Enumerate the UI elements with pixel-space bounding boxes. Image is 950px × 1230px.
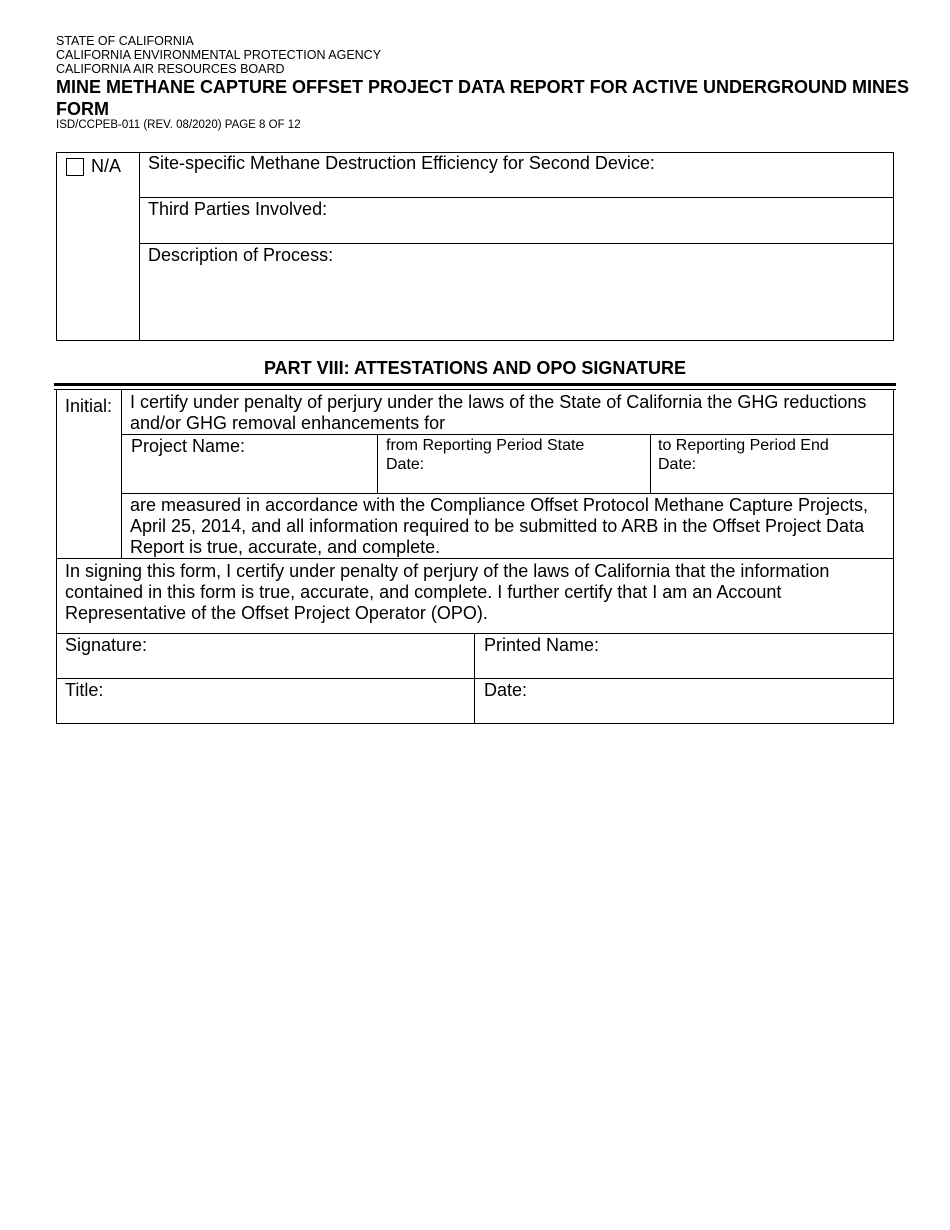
destruction-efficiency-label: Site-specific Methane Destruction Efficiency for Second Device: [148,153,655,173]
destruction-efficiency-field[interactable] [140,176,893,196]
row-divider [121,434,894,435]
form-title: MINE METHANE CAPTURE OFFSET PROJECT DATA REPORT FOR ACTIVE UNDERGROUND MINES FORM [56,77,910,119]
header-state: STATE OF CALIFORNIA [56,34,194,48]
title-rule-thick [54,383,896,386]
project-name-field[interactable] [122,459,376,492]
description-field[interactable] [140,268,893,340]
start-date-label: from Reporting Period State Date: [386,437,585,473]
form-number: ISD/CCPEB-011 (REV. 08/2020) PAGE 8 OF 12 [56,119,301,131]
title-rule-thin [54,389,896,390]
na-label: N/A [91,156,122,176]
date-field[interactable] [475,702,892,722]
row-divider [121,493,894,494]
printed-name-label: Printed Name: [484,635,600,655]
na-checkbox[interactable] [66,158,84,176]
start-date-field[interactable] [430,456,649,492]
end-date-field[interactable] [702,456,892,492]
certify-text: I certify under penalty of perjury under the laws of the State of California the GHG reductions and/or GHG removal enhancements for [130,392,867,433]
signature-field[interactable] [57,657,473,677]
initial-label: Initial: [65,396,113,416]
header-agency: CALIFORNIA ENVIRONMENTAL PROTECTION AGENCY [56,48,382,62]
row-divider [139,243,894,244]
measured-text: are measured in accordance with the Compliance Offset Protocol Methane Capture Projects, April 25, 2014, and all information required to be submitted to ARB in the Offset Project Data Report is true, accurate, and complete. [130,495,869,557]
header-board: CALIFORNIA AIR RESOURCES BOARD [56,62,285,76]
title-label: Title: [65,680,104,700]
third-parties-field[interactable] [140,222,893,242]
row-divider [56,558,894,559]
signing-text: In signing this form, I certify under penalty of perjury of the laws of California that the information contained in this form is true, accurate, and complete. I further certify that I am an Account Representative of the Offset Project Operator (OPO). [65,561,830,623]
table-right-border [893,389,894,724]
col-divider [650,434,651,493]
row-divider [56,678,894,679]
project-name-label: Project Name: [131,436,246,456]
col-divider [377,434,378,493]
date-label: Date: [484,680,528,700]
table-bottom-border [56,723,894,724]
row-divider [139,197,894,198]
title-field[interactable] [57,702,473,722]
printed-name-field[interactable] [475,657,892,677]
end-date-label: to Reporting Period End Date: [658,437,829,473]
description-label: Description of Process: [148,245,334,265]
part8-title: PART VIII: ATTESTATIONS AND OPO SIGNATURE [264,358,686,378]
third-parties-label: Third Parties Involved: [148,199,328,219]
row-divider [56,633,894,634]
signature-label: Signature: [65,635,148,655]
